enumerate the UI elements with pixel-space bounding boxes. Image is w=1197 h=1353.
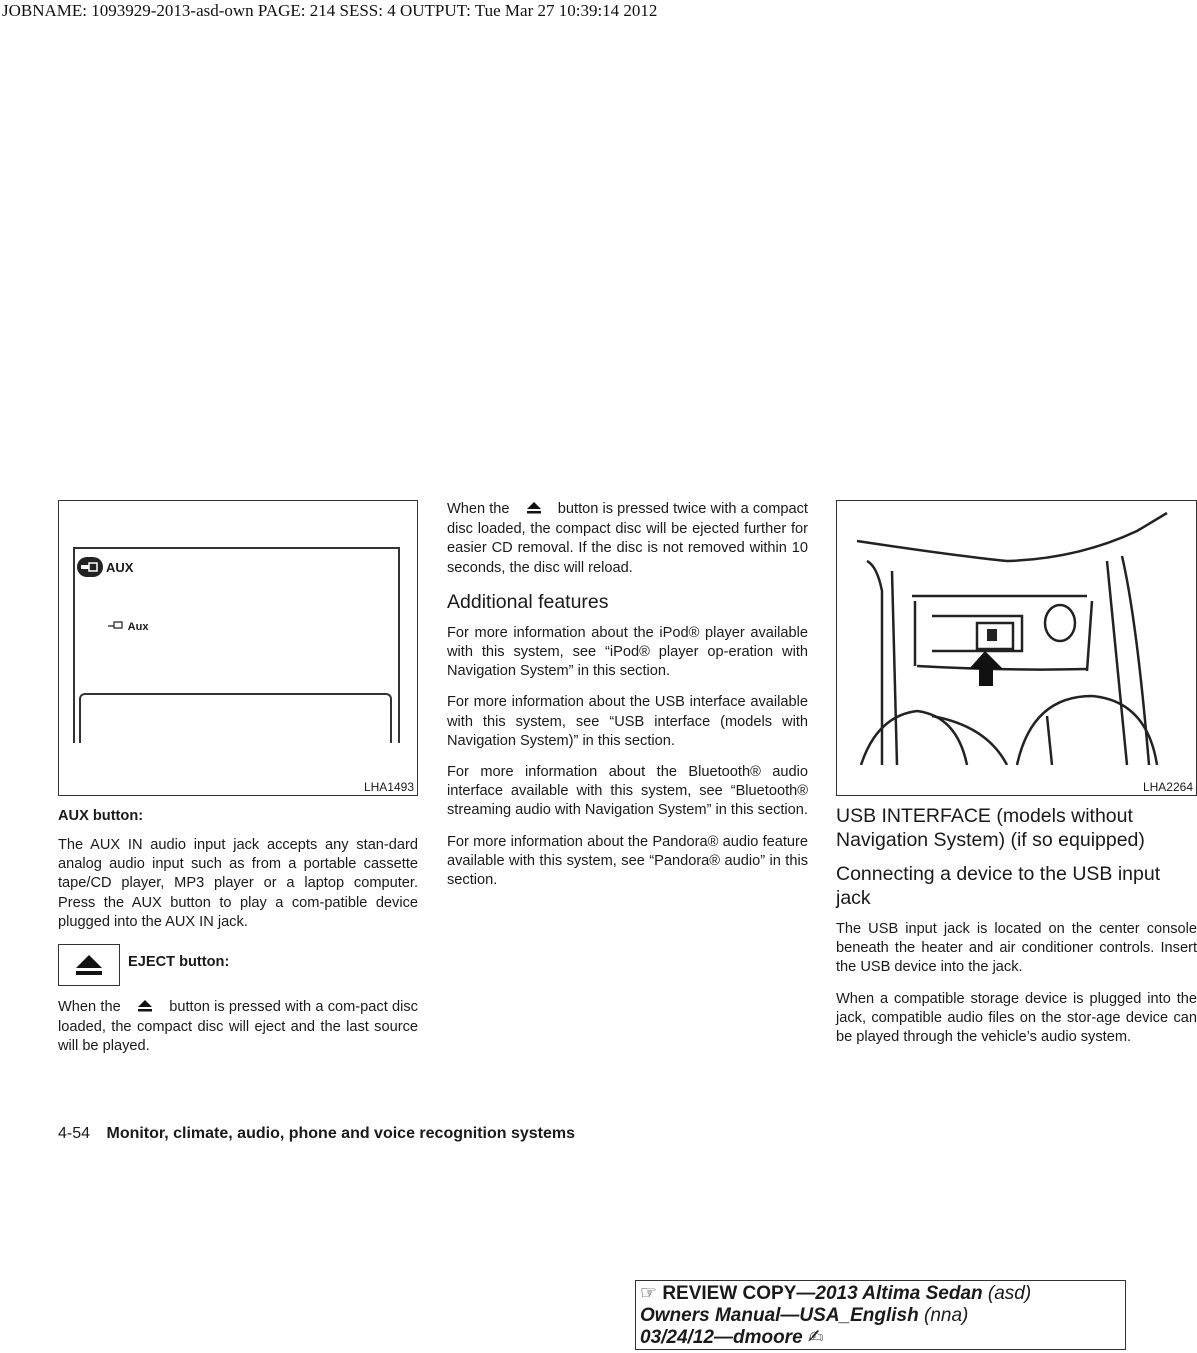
figure-code: LHA1493 xyxy=(363,780,414,794)
eject-inline-icon xyxy=(514,501,554,520)
bluetooth-paragraph: For more information about the Bluetooth® audio interface available with this system, see “Bluetooth® streaming audio with Navigation System” in this section. xyxy=(447,764,808,819)
aux-screen-figure xyxy=(58,500,418,796)
eject-button-graphic xyxy=(58,944,120,986)
screen-button-area xyxy=(79,693,392,743)
pointing-hand-icon: ☞ xyxy=(640,1283,658,1304)
aux-button-heading: AUX button: xyxy=(58,808,144,824)
eject-twice-text: When the button is pressed twice with a compact disc loaded, the compact disc will be ejected further for easier CD removal. If the disc is not removed within 10 seconds, the disc will reload. xyxy=(447,501,808,576)
job-header: JOBNAME: 1093929-2013-asd-own PAGE: 214 SESS: 4 OUTPUT: Tue Mar 27 10:39:14 2012 xyxy=(2,1,658,20)
pandora-paragraph: For more information about the Pandora® audio feature available with this system, see “Pandora® audio” in this section. xyxy=(447,833,808,889)
console-illustration xyxy=(837,501,1196,765)
aux-screen-illustration xyxy=(73,547,400,743)
column-left xyxy=(58,500,418,1069)
eject-button-row xyxy=(58,944,418,986)
arrow-icon xyxy=(969,651,1003,686)
column-middle xyxy=(447,500,808,902)
usb-paragraph: For more information about the USB interface available with this system, see “USB interface (models with Navigation System)” in this section. xyxy=(447,694,808,749)
usb-console-figure xyxy=(836,500,1197,796)
page-number: 4-54 xyxy=(58,1125,91,1142)
figure-code: LHA2264 xyxy=(1142,780,1193,794)
eject-button-heading: EJECT button: xyxy=(128,954,230,971)
review-copy-box: ☞ REVIEW COPY—2013 Altima Sedan (asd) Owners Manual—USA_English (nna) 03/24/12—dmoore ✍ xyxy=(635,1280,1126,1350)
eject-icon xyxy=(74,953,104,977)
writing-hand-icon: ✍ xyxy=(807,1327,824,1348)
aux-button-text: The AUX IN audio input jack accepts any stan-dard analog audio input such as from a portable cassette tape/CD player, MP3 player or a laptop computer. Press the AUX button to play a com-patible device plugged into the AUX IN jack. xyxy=(58,837,418,930)
aux-screen-source: Aux xyxy=(107,620,148,633)
section-title: Monitor, climate, audio, phone and voice recognition systems xyxy=(106,1125,576,1142)
ipod-paragraph: For more information about the iPod® player available with this system, see “iPod® player op-eration with Navigation System” in this section. xyxy=(447,624,808,680)
usb-interface-heading: USB INTERFACE (models without Navigation System) (if so equipped) xyxy=(836,805,1145,851)
eject-text: When the button is pressed with a com-pact disc loaded, the compact disc will eject and the last source will be played. xyxy=(58,999,418,1055)
plug-icon xyxy=(77,557,103,577)
aux-screen-title: AUX xyxy=(77,557,133,577)
connecting-heading: Connecting a device to the USB input jack xyxy=(836,863,1161,909)
eject-inline-icon xyxy=(125,999,165,1018)
column-right xyxy=(836,500,1197,1059)
usb-compatible-paragraph: When a compatible storage device is plugged into the jack, compatible audio files on the stor-age device can be played through the vehicle’s audio system. xyxy=(836,990,1197,1046)
usb-location-paragraph: The USB input jack is located on the center console beneath the heater and air conditioner controls. Insert the USB device into the jack. xyxy=(836,921,1197,976)
plug-outline-icon xyxy=(107,621,128,633)
page-footer xyxy=(58,1125,575,1143)
additional-features-heading: Additional features xyxy=(447,590,609,613)
